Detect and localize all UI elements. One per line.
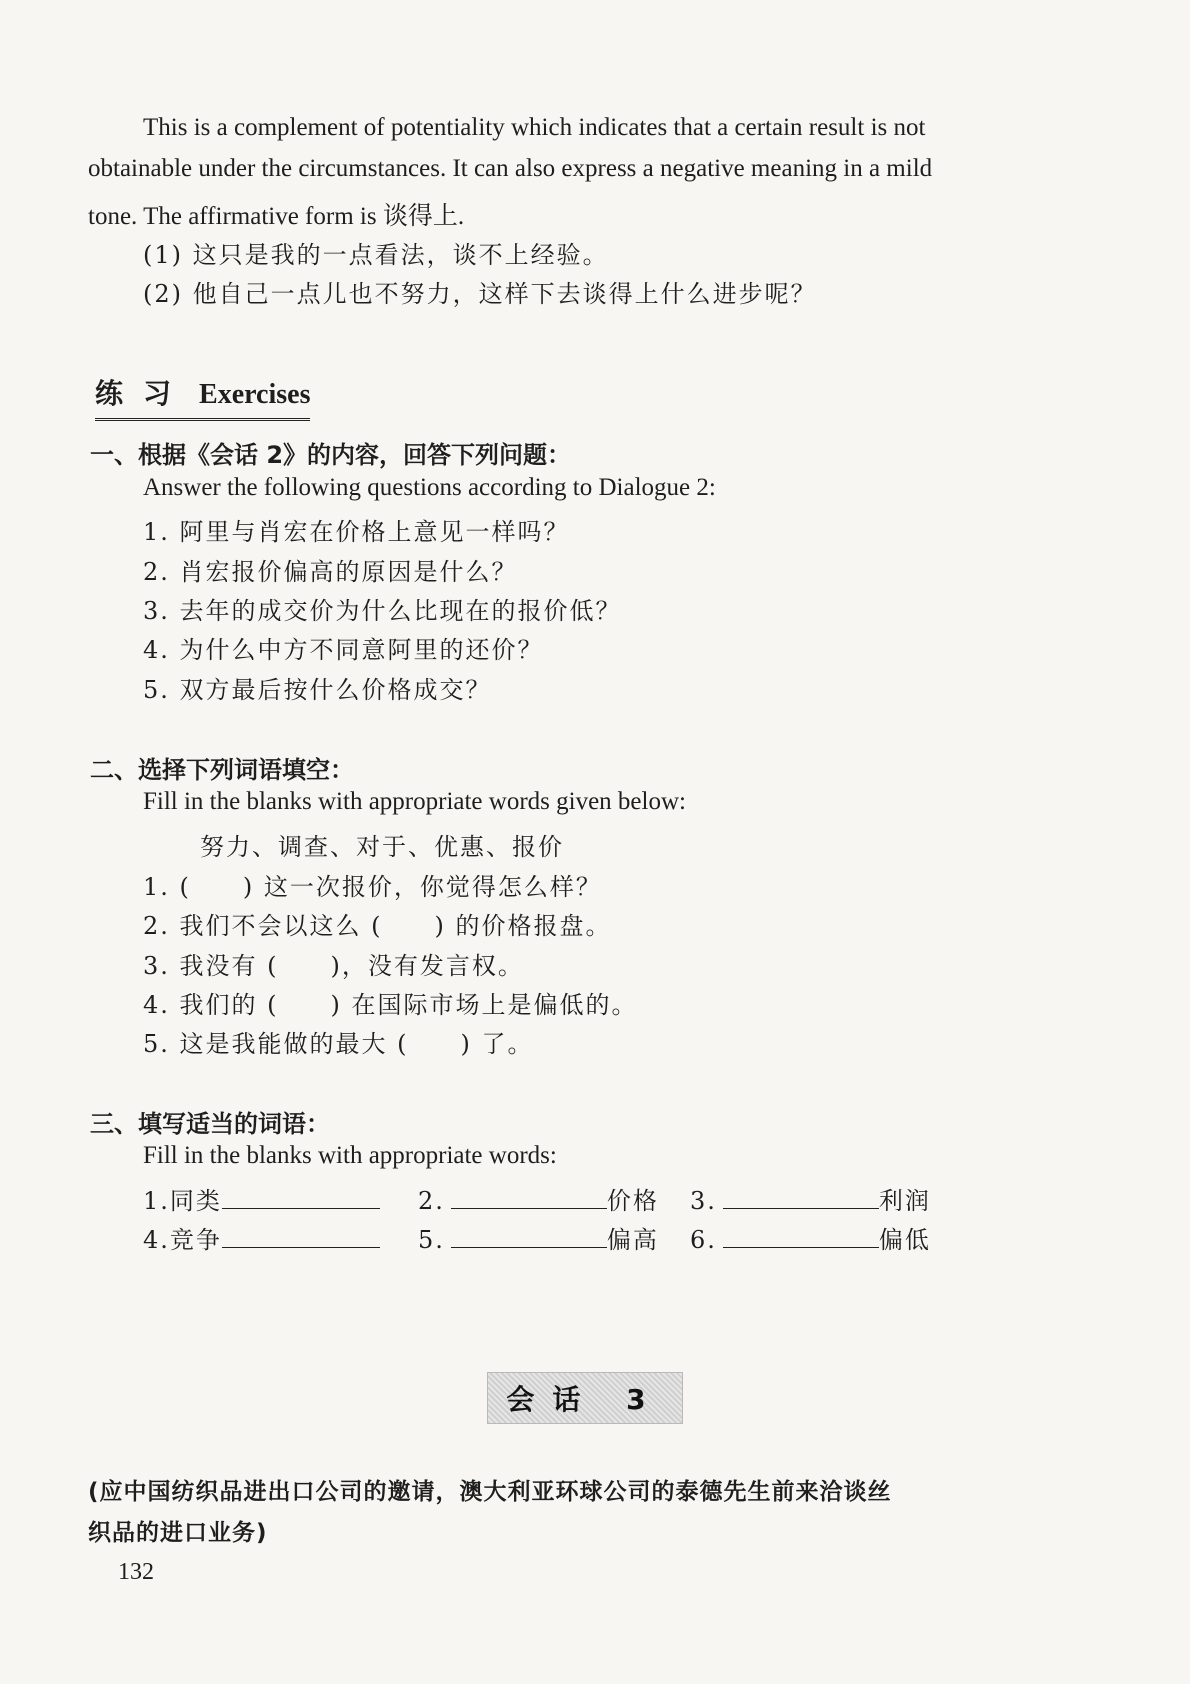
blank-line: [222, 1186, 380, 1209]
fill-item-number: 1.: [143, 1187, 170, 1215]
section-1-question: 5. 双方最后按什么价格成交？: [143, 676, 492, 704]
section-2-instruction: Fill in the blanks with appropriate words given below:: [143, 788, 686, 815]
blank-line: [451, 1225, 607, 1248]
dialogue-3-intro-line-1: (应中国纺织品进出口公司的邀请，澳大利亚环球公司的泰德先生前来洽谈丝: [88, 1479, 892, 1505]
fill-item-6: [690, 1220, 931, 1255]
fill-item-number: 4.: [143, 1226, 170, 1254]
blank-line: [451, 1186, 607, 1209]
fill-item-number: 3.: [690, 1187, 717, 1215]
fill-item-suffix: 偏高: [606, 1226, 659, 1254]
fill-item-5: [418, 1220, 659, 1255]
fill-item-prefix: 竞争: [169, 1226, 222, 1254]
dialogue-3-intro-line-2: 织品的进口业务): [88, 1520, 268, 1546]
section-1-question: 3. 去年的成交价为什么比现在的报价低？: [143, 597, 622, 625]
fill-item-suffix: 偏低: [878, 1226, 931, 1254]
explanation-line-3: tone. The affirmative form is 谈得上.: [88, 203, 465, 230]
exercises-title-en: Exercises: [199, 379, 311, 410]
blank-line: [723, 1225, 879, 1248]
section-1-question: 2. 肖宏报价偏高的原因是什么？: [143, 558, 518, 586]
fill-item-2: [418, 1181, 659, 1216]
section-1-question: 4. 为什么中方不同意阿里的还价？: [143, 636, 544, 664]
exercises-title-cn: 练习: [95, 377, 192, 410]
fill-item-number: 6.: [690, 1226, 717, 1254]
section-2-item: 4. 我们的 ( ) 在国际市场上是偏低的。: [143, 991, 638, 1019]
section-2-item: 3. 我没有 ( )，没有发言权。: [143, 952, 524, 980]
fill-item-prefix: 同类: [169, 1187, 222, 1215]
section-2-item: 2. 我们不会以这么 ( ) 的价格报盘。: [143, 912, 612, 940]
section-1-heading: 一、根据《会话 2》的内容，回答下列问题：: [90, 441, 572, 469]
example-sentence-1: (1) 这只是我的一点看法，谈不上经验。: [143, 241, 609, 269]
dialogue-3-title: 会话 3: [506, 1383, 664, 1416]
fill-item-3: [690, 1181, 931, 1216]
section-1-instruction: Answer the following questions according to Dialogue 2:: [143, 474, 716, 501]
blank-line: [222, 1225, 380, 1248]
explanation-line-2: obtainable under the circumstances. It can also express a negative meaning in a mild: [88, 155, 933, 182]
section-2-item: 1. ( ) 这一次报价，你觉得怎么样？: [143, 873, 602, 901]
example-sentence-2: (2) 他自己一点儿也不努力，这样下去谈得上什么进步呢？: [143, 280, 817, 308]
section-2-word-bank: 努力、调查、对于、优惠、报价: [200, 833, 564, 861]
explanation-line-1: This is a complement of potentiality which indicates that a certain result is not: [143, 114, 926, 141]
fill-item-suffix: 价格: [606, 1187, 659, 1215]
fill-item-suffix: 利润: [878, 1187, 931, 1215]
fill-item-4: [143, 1220, 380, 1255]
dialogue-3-banner: [487, 1372, 683, 1424]
section-3-heading: 三、填写适当的词语：: [90, 1110, 330, 1138]
section-2-item: 5. 这是我能做的最大 ( ) 了。: [143, 1030, 534, 1058]
section-3-instruction: Fill in the blanks with appropriate words:: [143, 1142, 557, 1169]
section-1-question: 1. 阿里与肖宏在价格上意见一样吗？: [143, 518, 570, 546]
fill-item-number: 2.: [418, 1187, 445, 1215]
exercises-title: [95, 372, 310, 421]
blank-line: [723, 1186, 879, 1209]
fill-item-number: 5.: [418, 1226, 445, 1254]
page-number: 132: [118, 1559, 154, 1585]
fill-item-1: [143, 1181, 380, 1216]
section-2-heading: 二、选择下列词语填空：: [90, 756, 354, 784]
